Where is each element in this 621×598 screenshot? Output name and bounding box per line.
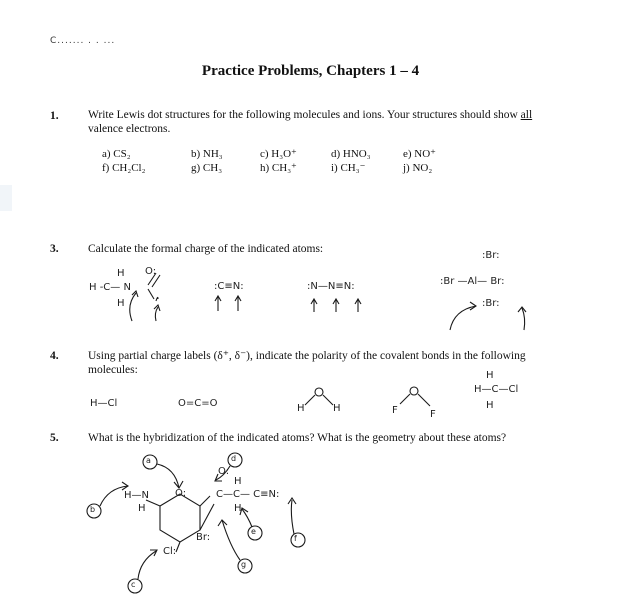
q4-m3-left: H: [297, 403, 305, 414]
q4-m3-right: H: [333, 403, 341, 414]
q3-s1-h-bottom: H: [117, 298, 125, 309]
q1-molecule-e: e) NO⁺: [403, 148, 436, 160]
q1-text-before: Write Lewis dot structures for the following molecules and ions. Your structures should show: [88, 109, 521, 121]
q3-s3: :N—N≡N:: [307, 281, 355, 292]
q4-m5-main: H—C—Cl: [474, 384, 519, 395]
q5-cl: Cl:: [163, 546, 177, 557]
q3-s2-arrows: [212, 293, 252, 315]
q4-m4-right: F: [430, 409, 436, 420]
q1-molecule-b: b) NH₃: [191, 148, 223, 160]
q5-o-label: O:: [175, 488, 187, 499]
q3-s4-top: :Br:: [482, 250, 500, 261]
q1-molecule-d: d) HNO₃: [331, 148, 371, 160]
q4-number: 4.: [50, 350, 59, 362]
q4-m4-left: F: [392, 405, 398, 416]
q5-number: 5.: [50, 432, 59, 444]
q3-number: 3.: [50, 243, 59, 255]
q3-s1-drawing: [110, 265, 190, 335]
q4-m2: O=C=O: [178, 398, 218, 409]
q4-m5-bottom: H: [486, 400, 494, 411]
q4-m4-bonds: [396, 384, 440, 412]
q5-h-top: H: [234, 476, 242, 487]
q3-s2: :C≡N:: [214, 281, 244, 292]
q3-s4-arrows: [440, 290, 550, 340]
q5-h-mid: H: [234, 503, 242, 514]
q5-br: Br:: [196, 532, 211, 543]
q1-molecule-c: c) H₃O⁺: [260, 148, 297, 160]
q4-m1: H—Cl: [90, 398, 118, 409]
q3-text: Calculate the formal charge of the indicated atoms:: [88, 243, 324, 255]
q1-text-after: valence electrons.: [88, 123, 171, 135]
q5-circle-c: c: [131, 580, 136, 589]
q3-s3-arrows: [308, 294, 378, 316]
q5-n-h: H: [138, 503, 146, 514]
q1-molecule-j: j) NO₂: [403, 162, 433, 174]
q5-circle-d: d: [231, 454, 237, 463]
page-title: Practice Problems, Chapters 1 – 4: [201, 63, 420, 79]
left-edge-smudge: [0, 185, 12, 211]
header-smudge-text: C....... . . ...: [50, 36, 116, 46]
q5-structure-drawing: [80, 448, 410, 598]
q5-circle-g: g: [241, 560, 247, 569]
q5-circle-b: b: [90, 505, 96, 514]
q1-text-underlined: all: [520, 109, 533, 121]
q3-s1-o-top: O:: [145, 266, 157, 277]
q4-m3-bonds: [301, 385, 341, 411]
q3-s1-h-top: H: [117, 268, 125, 279]
q1-molecule-f: f) CH₂Cl₂: [102, 162, 146, 174]
q5-o-top: O:: [218, 466, 230, 477]
q3-s4-bottom: :Br:: [482, 298, 500, 309]
q5-circle-e: e: [251, 527, 256, 536]
q1-text: [88, 108, 558, 136]
q1-molecule-a: a) CS₂: [102, 148, 131, 160]
q3-s1-main: H -C— N: [89, 282, 131, 293]
q4-m5-top: H: [486, 370, 494, 381]
q1-molecule-i: i) CH₃⁻: [331, 162, 366, 174]
q5-n-group: H—N: [124, 490, 149, 501]
q1-number: 1.: [50, 110, 59, 122]
q5-text: What is the hybridization of the indicated atoms? What is the geometry about these atoms?: [88, 432, 507, 444]
q1-molecule-g: g) CH₃: [191, 162, 223, 174]
q1-molecule-h: h) CH₃⁺: [260, 162, 297, 174]
q5-c-chain: C—C— C≡N:: [216, 489, 280, 500]
q3-s4-main: :Br —Al— Br:: [440, 276, 505, 287]
q5-circle-a: a: [146, 456, 151, 465]
q5-circle-f: f: [294, 534, 297, 543]
q4-text: Using partial charge labels (δ⁺, δ⁻), indicate the polarity of the covalent bonds in the following molecules:: [88, 350, 526, 376]
